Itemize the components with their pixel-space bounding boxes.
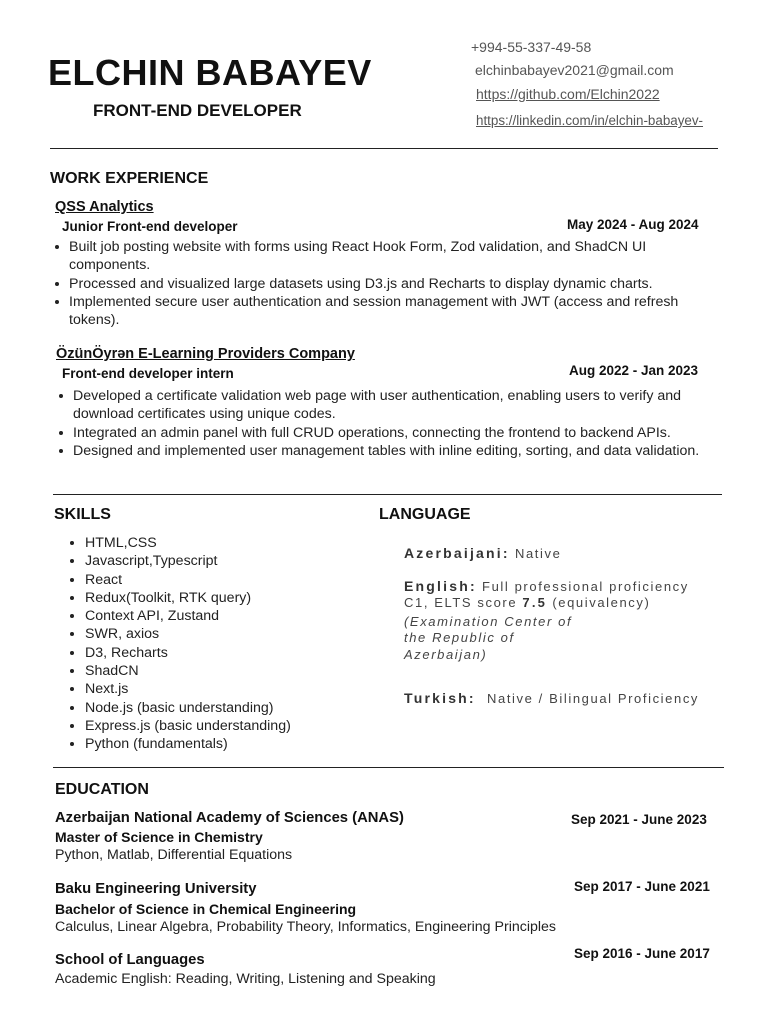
job-dates: Aug 2022 - Jan 2023: [569, 363, 699, 378]
skill-item: Express.js (basic understanding): [69, 717, 359, 735]
language-heading: LANGUAGE: [379, 506, 471, 523]
skill-item: Next.js: [69, 680, 359, 698]
skill-item: D3, Recharts: [69, 644, 359, 662]
education-school: School of Languages: [55, 952, 205, 968]
job-position: Front-end developer intern: [62, 366, 234, 381]
education-dates: Sep 2017 - June 2021: [574, 879, 710, 894]
language-label: Azerbaijani:: [404, 545, 510, 561]
job-bullet: Designed and implemented user management tables with inline editing, sorting, and data validation.: [58, 442, 712, 460]
education-details: Calculus, Linear Algebra, Probability Theory, Informatics, Engineering Principles: [55, 919, 557, 935]
language-turkish: [404, 690, 699, 706]
job-bullet: Implemented secure user authentication and session management with JWT (access and refresh tokens).: [54, 293, 704, 330]
education-heading: EDUCATION: [55, 781, 149, 798]
job-company: ÖzünÖyrən E-Learning Providers Company: [56, 346, 355, 362]
language-level: Native: [514, 546, 562, 561]
language-label: English:: [404, 578, 477, 594]
education-details: Academic English: Reading, Writing, Listening and Speaking: [55, 971, 436, 987]
education-degree: Master of Science in Chemistry: [55, 829, 263, 845]
education-degree: Bachelor of Science in Chemical Engineering: [55, 901, 357, 917]
skill-item: ShadCN: [69, 662, 359, 680]
job-bullet: Integrated an admin panel with full CRUD operations, connecting the frontend to backend APIs.: [58, 424, 712, 442]
job-bullets: [54, 238, 704, 329]
language-english: [404, 578, 689, 594]
job-bullet: Built job posting website with forms using React Hook Form, Zod validation, and ShadCN UI components.: [54, 238, 704, 275]
english-score: 7.5: [522, 595, 548, 610]
skill-item: Context API, Zustand: [69, 607, 359, 625]
skills-heading: SKILLS: [54, 506, 111, 523]
language-azerbaijani: [404, 545, 561, 561]
candidate-role: FRONT-END DEVELOPER: [93, 101, 302, 120]
english-note-2: the Republic of: [404, 630, 515, 645]
header-divider: [50, 148, 718, 149]
job-position: Junior Front-end developer: [62, 219, 238, 234]
skill-item: Node.js (basic understanding): [69, 699, 359, 717]
skill-item: React: [69, 571, 359, 589]
phone-number: +994-55-337-49-58: [471, 39, 592, 55]
language-label: Turkish:: [404, 690, 476, 706]
education-school: Azerbaijan National Academy of Sciences (ANAS): [55, 810, 404, 826]
section-divider: [53, 494, 722, 495]
section-divider: [53, 767, 724, 768]
github-link[interactable]: https://github.com/Elchin2022: [476, 86, 660, 102]
english-score-line: [404, 595, 650, 610]
skill-item: Javascript,Typescript: [69, 552, 359, 570]
skill-item: Redux(Toolkit, RTK query): [69, 589, 359, 607]
job-company: QSS Analytics: [55, 199, 154, 215]
english-score-prefix: C1, ELTS score: [404, 595, 518, 610]
english-score-suffix: (equivalency): [552, 595, 651, 610]
education-school: Baku Engineering University: [55, 881, 257, 897]
education-details: Python, Matlab, Differential Equations: [55, 847, 293, 863]
education-dates: Sep 2021 - June 2023: [571, 812, 707, 827]
job-bullet: Processed and visualized large datasets using D3.js and Recharts to display dynamic charts.: [54, 275, 704, 293]
email-address[interactable]: elchinbabayev2021@gmail.com: [475, 62, 674, 78]
skills-list: [69, 534, 359, 754]
work-experience-heading: WORK EXPERIENCE: [50, 170, 209, 187]
language-level: Native / Bilingual Proficiency: [487, 691, 700, 706]
job-bullets: [58, 387, 712, 460]
skill-item: HTML,CSS: [69, 534, 359, 552]
english-note-1: (Examination Center of: [404, 614, 573, 629]
job-bullet: Developed a certificate validation web page with user authentication, enabling users to verify and download certificates using unique codes.: [58, 387, 712, 424]
linkedin-link[interactable]: https://linkedin.com/in/elchin-babayev-: [476, 113, 704, 128]
english-note-3: Azerbaijan): [404, 647, 488, 662]
candidate-name: ELCHIN BABAYEV: [48, 52, 372, 93]
skill-item: SWR, axios: [69, 625, 359, 643]
skill-item: Python (fundamentals): [69, 735, 359, 753]
education-dates: Sep 2016 - June 2017: [574, 946, 710, 961]
language-level: Full professional proficiency: [482, 579, 689, 594]
job-dates: May 2024 - Aug 2024: [567, 217, 699, 232]
